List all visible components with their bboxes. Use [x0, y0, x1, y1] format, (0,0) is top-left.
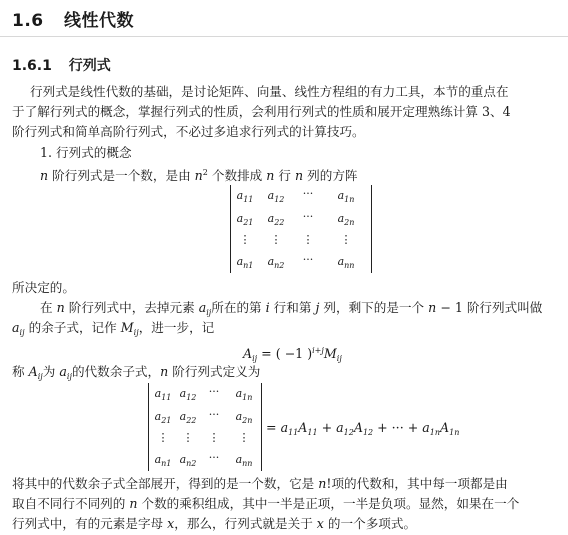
after-matrix-text: 所决定的。: [12, 280, 75, 295]
subsection-title: 行列式: [68, 58, 111, 74]
determinant-matrix: $a_{11}$ $a_{12}$ ··· $a_{1n}$ $a_{21}$ $a_{22}$ ··· $a_{2n}$ ⋮ ⋮ ⋮ ⋮ $a_{n1}$ $a_{n2}$ ··· $a_{nn}$: [230, 185, 372, 273]
definition-line: 称 $A_{ij}$为 $a_{ij}$的代数余子式，n 阶行列式定义为: [12, 364, 261, 381]
determinant-matrix: $a_{11}$ $a_{12}$ ··· $a_{1n}$ $a_{21}$ $a_{22}$ ··· $a_{2n}$ ⋮ ⋮ ⋮ ⋮ $a_{n1}$ $a_{n2}$ ··· $a_{nn}$: [148, 383, 262, 471]
paragraph-line: 行列式中，有的元素是字母 x，那么，行列式就是关于 x 的一个多项式。: [12, 516, 417, 531]
cofactor-formula: $A_{ij}$ = ( −1 )$^{i+j}M_{ij}$: [243, 346, 342, 363]
definition-line: n 阶行列式是一个数，是由 $n^2$ 个数排成 n 行 n 列的方阵: [40, 168, 358, 183]
subsection-number: 1.6.1: [12, 58, 52, 74]
section-title: 线性代数: [64, 11, 135, 31]
paragraph-line: 取自不同行不同列的 n 个数的乘积组成，其中一半是正项，一半是负项。显然，如果在一个: [12, 496, 520, 511]
item-heading: 1. 行列式的概念: [40, 145, 132, 160]
intro-line-2: 于了解行列式的概念，掌握行列式的性质，会利用行列式的性质和展开定理熟练计算 3、4: [12, 104, 511, 119]
intro-line-3: 阶行列式和简单高阶行列式，不必过多追求行列式的计算技巧。: [12, 124, 365, 139]
section-heading: [12, 6, 134, 31]
intro-line-1: 行列式是线性代数的基础，是讨论矩阵、向量、线性方程组的有力工具，本节的重点在: [30, 84, 509, 99]
section-number: 1.6: [12, 11, 44, 31]
expansion-formula: = $a_{11}A_{11} + a_{12}A_{12}$ + ··· + $a_{1n}A_{1n}$: [266, 420, 460, 437]
paragraph-line: 将其中的代数余子式全部展开，得到的是一个数，它是 n!项的代数和，其中每一项都是由: [12, 476, 508, 491]
subsection-heading: [12, 55, 111, 75]
divider: [0, 36, 568, 37]
paragraph-line: 在 n 阶行列式中，去掉元素 $a_{ij}$所在的第 i 行和第 j 列，剩下的是一个 n − 1 阶行列式叫做: [40, 300, 543, 317]
paragraph-line: $a_{ij}$ 的余子式，记作 $M_{ij}$，进一步，记: [12, 320, 215, 337]
